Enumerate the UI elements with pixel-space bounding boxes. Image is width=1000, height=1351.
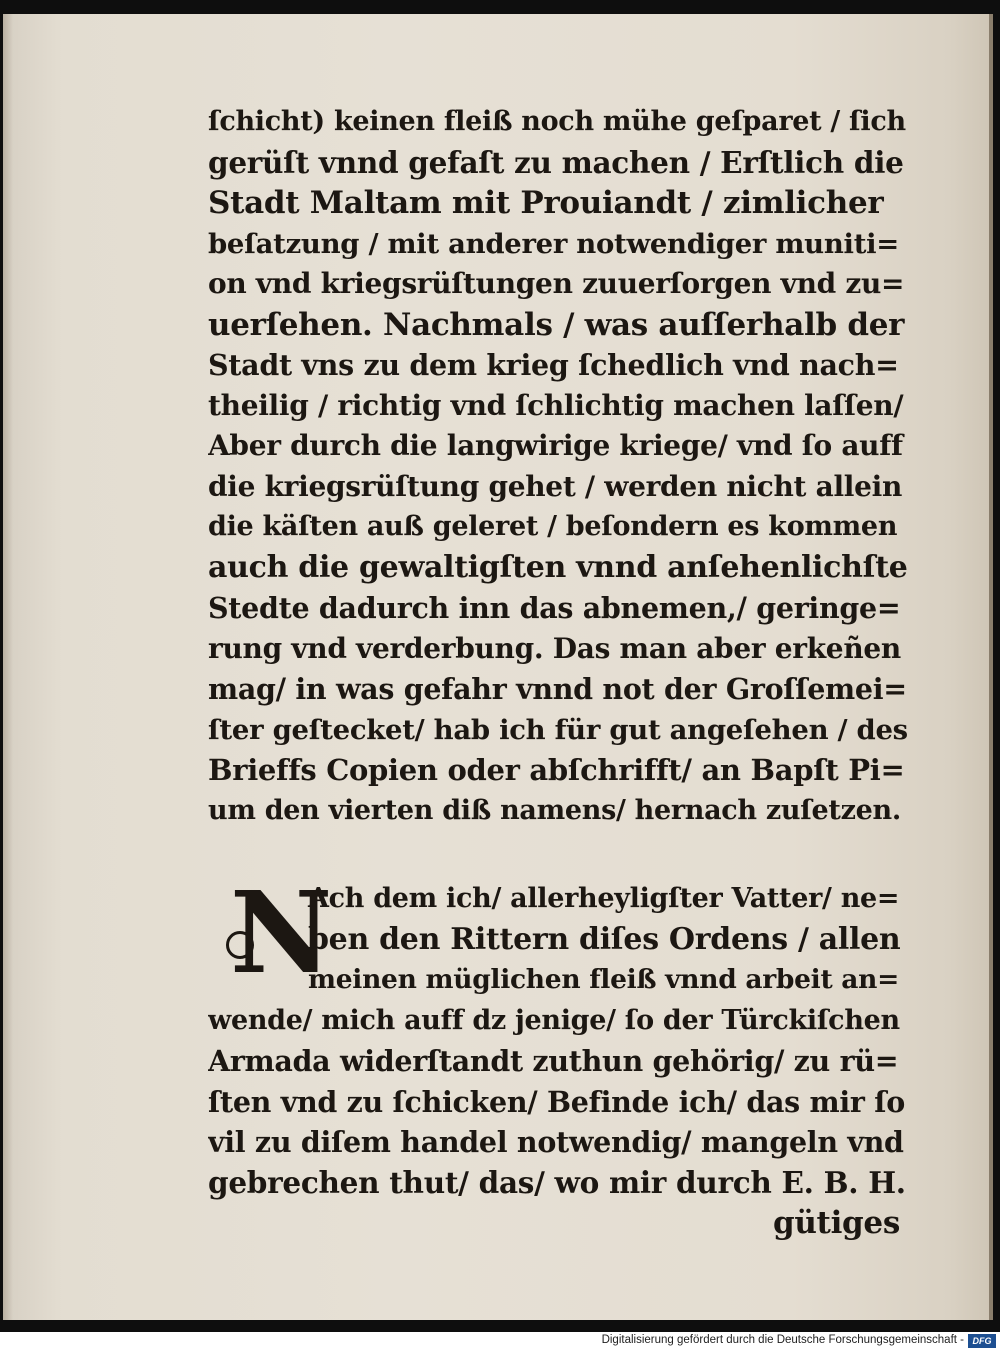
text-line: Stedte dadurch inn das abnemen,/ geringe=: [208, 591, 901, 625]
text-line: uerſehen. Nachmals / was auſſerhalb der: [208, 306, 905, 343]
footer-bar: [0, 1332, 1000, 1351]
text-line: gebrechen thut/ das/ wo mir durch E. B. H.: [208, 1164, 906, 1200]
paragraph-1: [208, 102, 908, 831]
text-line: ſchicht) keinen fleiß noch mühe geſparet / ſich: [208, 106, 906, 137]
text-line: die kriegsrüſtung gehet / werden nicht allein: [208, 469, 903, 503]
text-line: Stadt vns zu dem krieg ſchedlich vnd nach=: [208, 348, 899, 382]
text-line: auch die gewaltigſten vnnd anſehenlichſte: [208, 549, 908, 585]
text-line: theilig / richtig vnd ſchlichtig machen laſſen/: [208, 388, 904, 422]
text-line: gerüſt vnnd gefaſt zu machen / Erſtlich die: [208, 144, 904, 180]
text-line: Aber durch die langwirige kriege/ vnd ſo auff: [208, 429, 903, 462]
paragraph-2: [208, 868, 908, 1244]
text-line: Stadt Maltam mit Prouiandt / zimlicher: [208, 185, 884, 221]
text-line: wende/ mich auff dz jenige/ ſo der Türckiſchen: [208, 1004, 900, 1036]
page-gutter-shadow: [3, 14, 13, 1320]
text-line: vil zu diſem handel notwendig/ mangeln vnd: [208, 1125, 904, 1159]
catchword: gütiges: [772, 1205, 900, 1241]
text-line: um den vierten diß namens/ hernach zuſetzen.: [208, 794, 901, 826]
funding-credit: Digitalisierung gefördert durch die Deutsche Forschungsgemeinschaft -: [601, 1334, 964, 1346]
text-line: ben den Rittern diſes Ordens / allen: [308, 921, 901, 957]
text-line: Brieffs Copien oder abſchrifft/ an Bapſt Pi=: [208, 753, 905, 787]
text-line: on vnd kriegsrüſtungen zuuerſorgen vnd zu=: [208, 267, 905, 300]
text-line: ſter geſtecket/ hab ich für gut angeſehen / des: [208, 713, 908, 746]
page-text: [208, 102, 908, 1244]
text-line: mag/ in was gefahr vnnd not der Groſſemei=: [208, 672, 907, 706]
book-page: [3, 14, 993, 1320]
text-line: Ach dem ich/ allerheyligſter Vatter/ ne=: [308, 883, 900, 914]
text-line: rung vnd verderbung. Das man aber erkeñen: [208, 631, 901, 665]
text-line: meinen müglichen fleiß vnnd arbeit an=: [308, 964, 900, 995]
decorated-initial: N: [230, 868, 333, 999]
dfg-logo[interactable]: DFG: [968, 1334, 996, 1348]
text-line: die käſten auß geleret / beſondern es kommen: [208, 511, 898, 542]
text-line: ſten vnd zu ſchicken/ Befinde ich/ das mir ſo: [208, 1084, 905, 1119]
text-line: Armada widerſtandt zuthun gehörig/ zu rü=: [208, 1044, 899, 1078]
text-line: beſatzung / mit anderer notwendiger muniti=: [208, 227, 899, 260]
